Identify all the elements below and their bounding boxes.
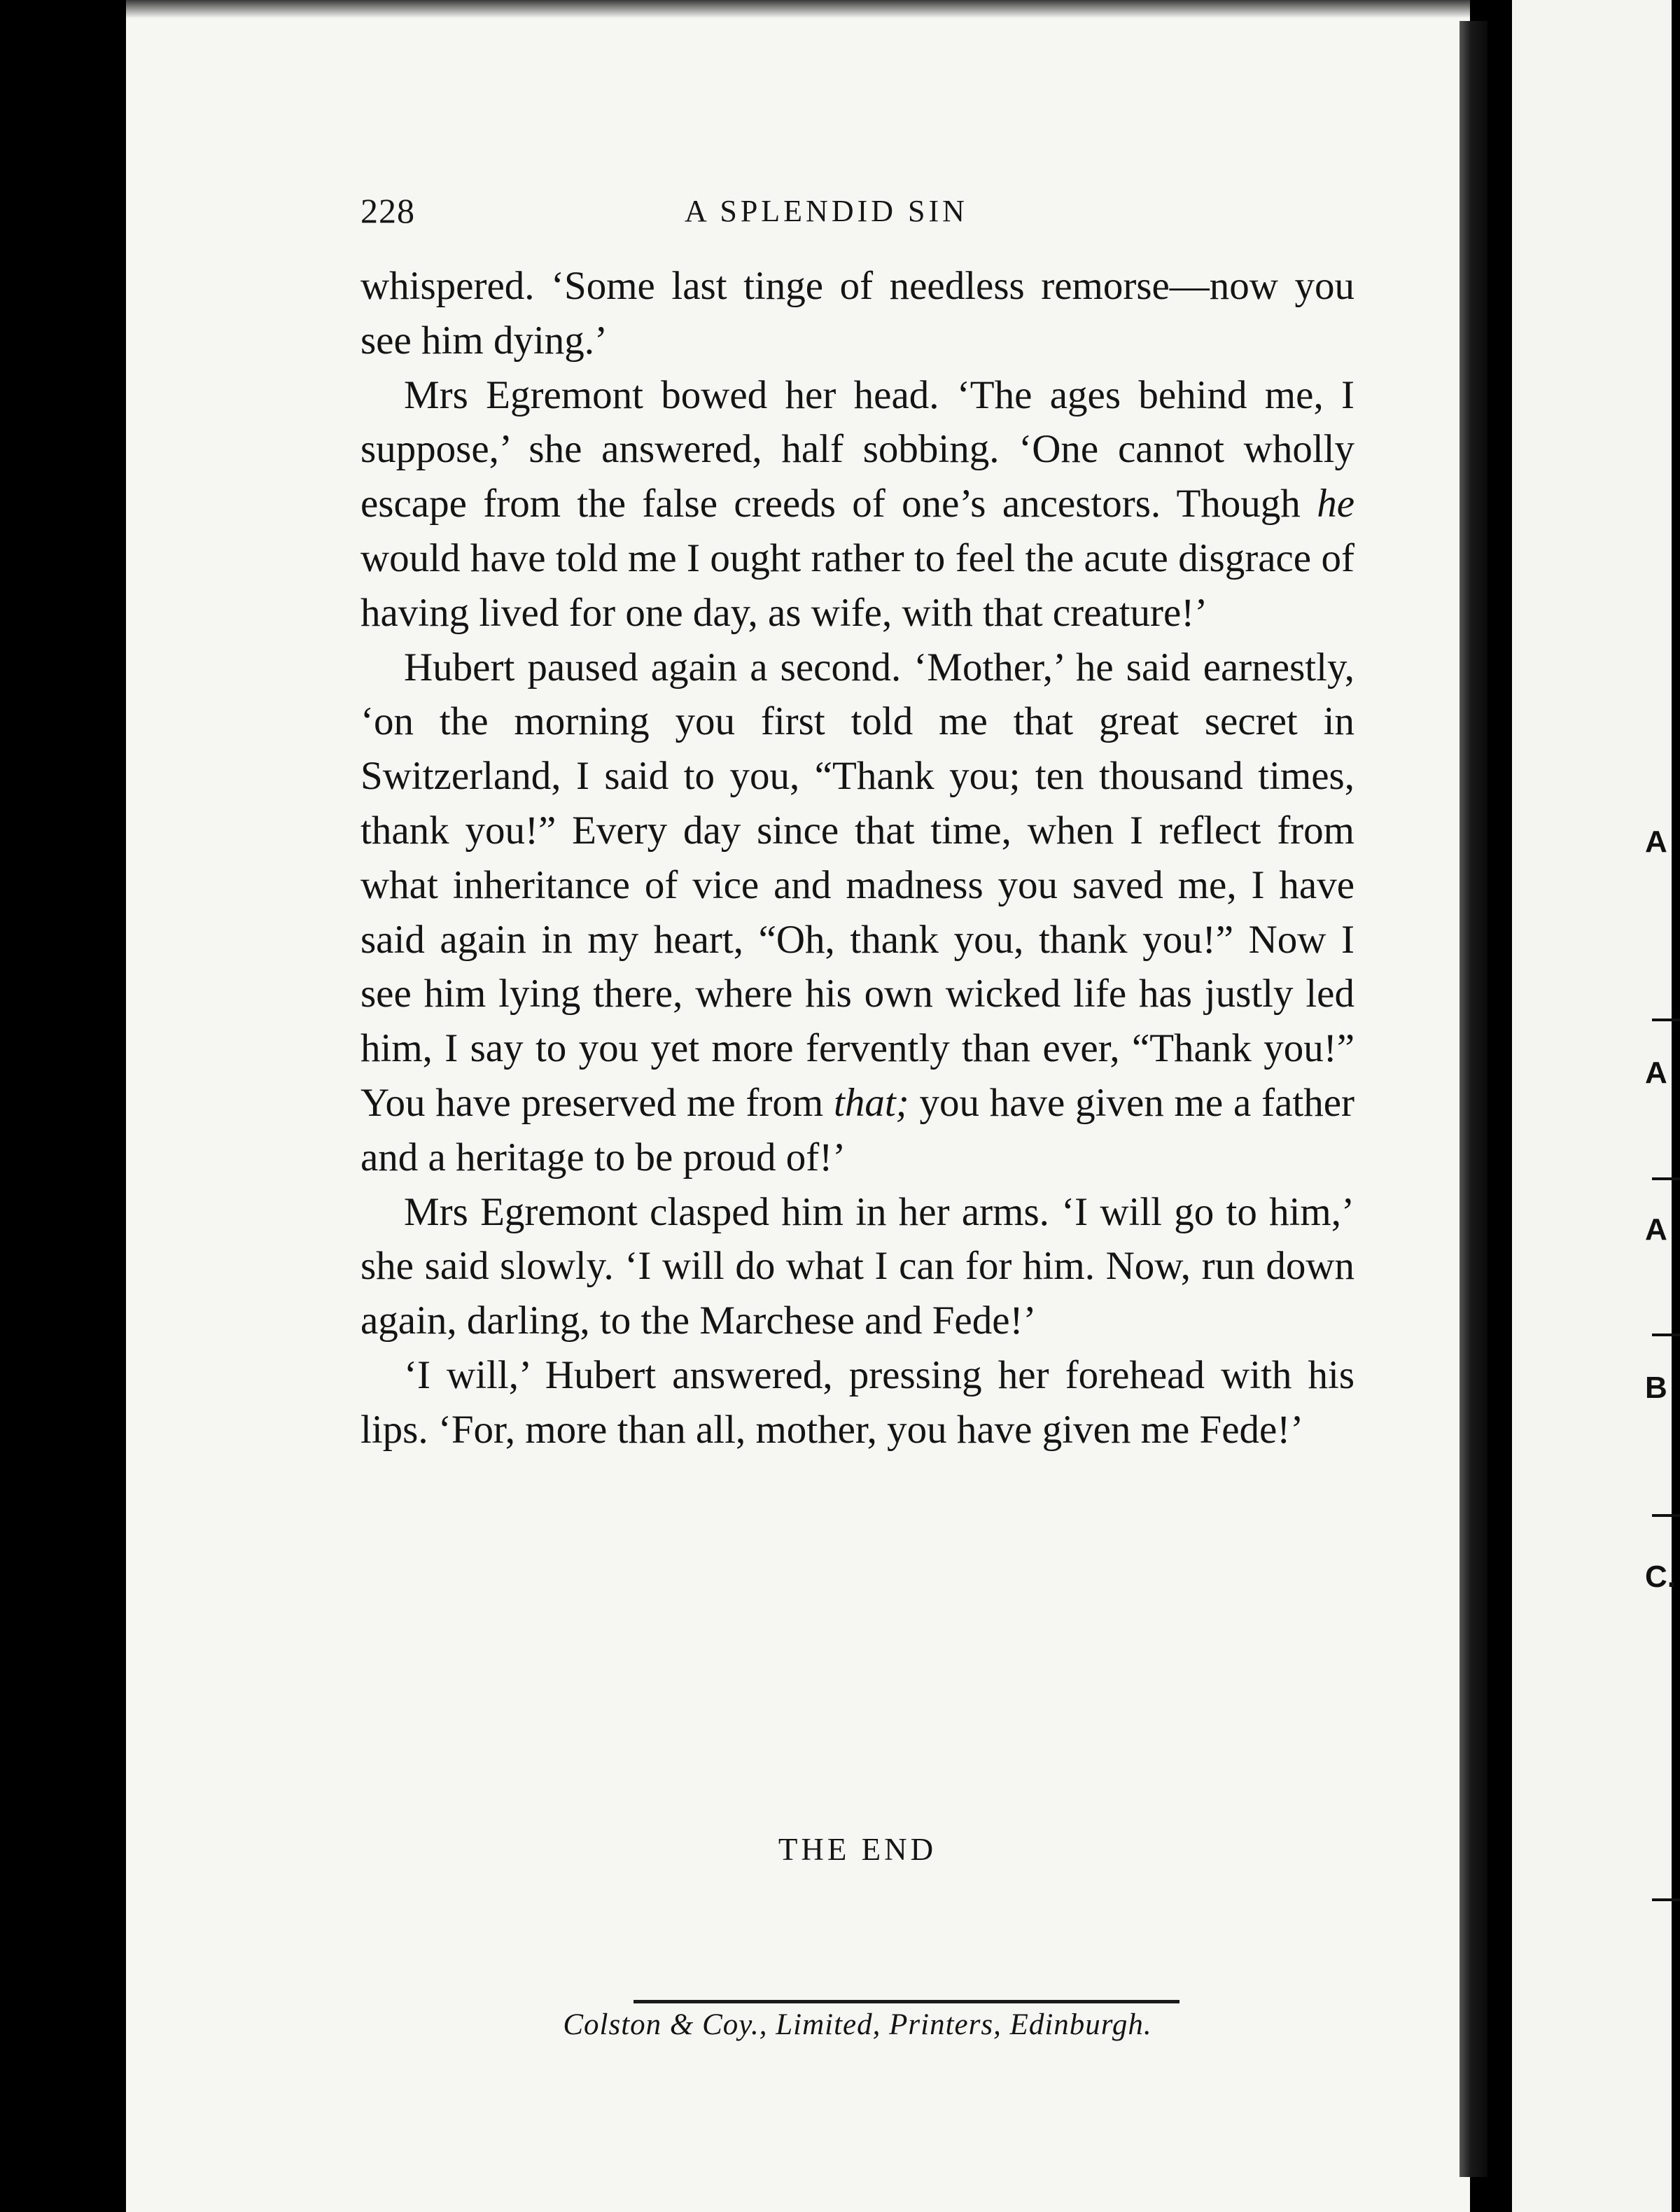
paragraph-text: would have told me I ought rather to feel the acute disgrace of having lived for one day, as wife, with that creature!’ bbox=[360, 536, 1354, 635]
italic-text: that; bbox=[834, 1080, 909, 1125]
adjacent-page-mark: A bbox=[1645, 1056, 1667, 1090]
adjacent-page-rule bbox=[1652, 1018, 1680, 1021]
paragraph bbox=[360, 1185, 1354, 1348]
paragraph-text: you have given me a father and a heritage to be proud of!’ bbox=[360, 1080, 1354, 1180]
adjacent-page-rule bbox=[1652, 1177, 1680, 1180]
printer-rule bbox=[634, 2000, 1180, 2003]
adjacent-page-mark: A bbox=[1645, 825, 1667, 859]
paragraph bbox=[360, 259, 1354, 368]
italic-text: he bbox=[1317, 482, 1354, 526]
paragraph bbox=[360, 368, 1354, 640]
binding-gutter bbox=[1460, 21, 1488, 2177]
paragraph-text: ‘I will,’ Hubert answered, pressing her forehead with his lips. ‘For, more than all, mother, you have given me Fede!’ bbox=[360, 1352, 1354, 1452]
page-header bbox=[360, 190, 1354, 239]
paragraph-text: Mrs Egremont bowed her head. ‘The ages behind me, I suppose,’ she answered, half sobbing. ‘One cannot wholly escape from the false creeds of one’s ancestors. Though bbox=[360, 372, 1354, 526]
adjacent-page-rule bbox=[1652, 1514, 1680, 1517]
adjacent-page-mark: B bbox=[1645, 1371, 1667, 1405]
adjacent-page-rule bbox=[1652, 1898, 1680, 1901]
adjacent-page-mark: C. bbox=[1645, 1560, 1676, 1594]
page-top-edge bbox=[126, 0, 1470, 18]
paragraph bbox=[360, 640, 1354, 1185]
the-end-heading: THE END bbox=[778, 1832, 937, 1867]
adjacent-page-rule bbox=[1652, 1334, 1680, 1336]
paragraph-text: Hubert paused again a second. ‘Mother,’ he said earnestly, ‘on the morning you first told me that great secret in Switzerland, I said to you, “Thank you; ten thousand times, thank you!” Every day since that time, when I reflect from what inheritance of vice and madness you saved me, I have said again in my heart, “Oh, thank you, thank you!” Now I see him lying there, where his own wicked life has justly led him, I say to you yet more fervently than ever, “Thank you!” You have preserved me from bbox=[360, 645, 1354, 1125]
adjacent-page-edge bbox=[1512, 0, 1676, 2212]
body-text bbox=[360, 259, 1354, 1457]
adjacent-page-mark: A bbox=[1645, 1212, 1667, 1247]
running-head: A SPLENDID SIN bbox=[685, 194, 968, 228]
page-number: 228 bbox=[360, 191, 415, 230]
paragraph-text: Mrs Egremont clasped him in her arms. ‘I will go to him,’ she said slowly. ‘I will do what I can for him. Now, run down again, darling, to the Marchese and Fede!’ bbox=[360, 1189, 1354, 1343]
paragraph-text: whispered. ‘Some last tinge of needless remorse—now you see him dying.’ bbox=[360, 264, 1354, 363]
paragraph bbox=[360, 1348, 1354, 1457]
printer-imprint: Colston & Coy., Limited, Printers, Edinburgh. bbox=[563, 2008, 1152, 2041]
